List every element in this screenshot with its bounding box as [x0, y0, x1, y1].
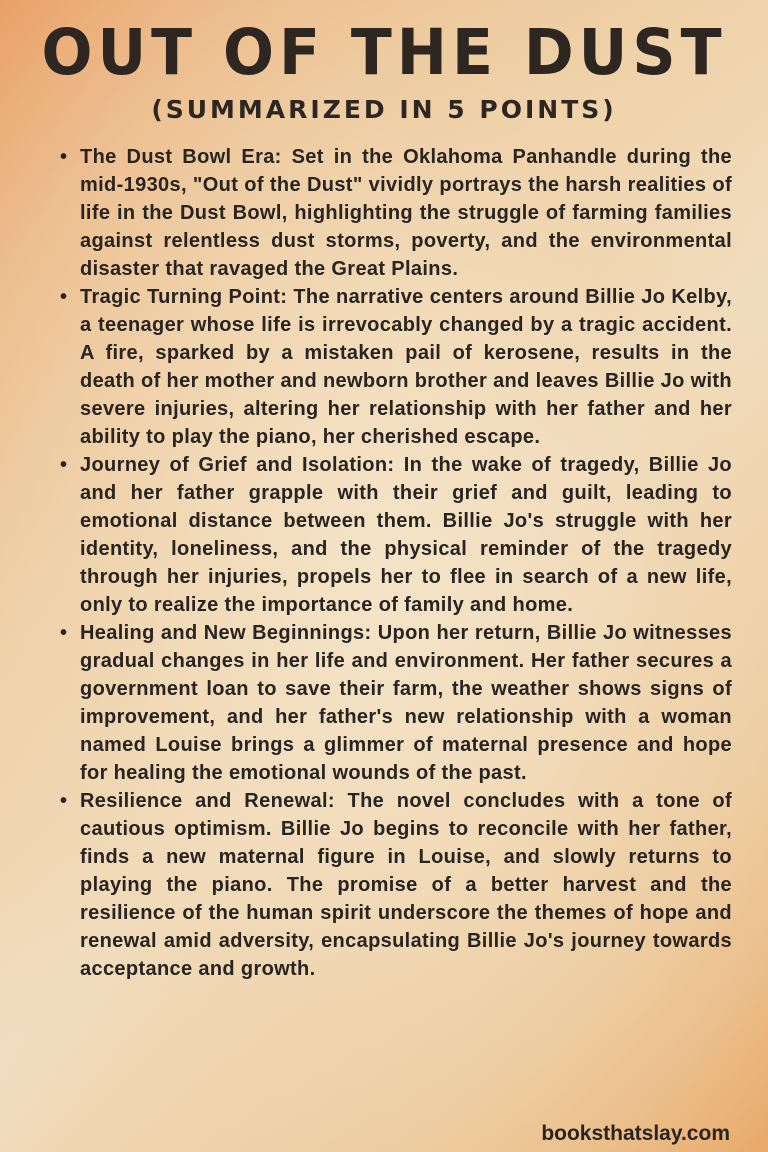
- point-text: Healing and New Beginnings: Upon her return, Billie Jo witnesses gradual changes in her life and environment. Her father secures a government loan to save their farm, the weather shows signs of improvement, and her father's new relationship with a woman named Louise brings a glimmer of maternal presence and hope for healing the emotional wounds of the past.: [80, 622, 732, 784]
- website-credit: booksthatslay.com: [541, 1122, 730, 1145]
- bullet-icon: •: [60, 790, 68, 812]
- point-text: Journey of Grief and Isolation: In the wake of tragedy, Billie Jo and her father grapple with their grief and guilt, leading to emotional distance between them. Billie Jo's struggle with her identity, loneliness, and the physical reminder of the tragedy through her injuries, propels her to flee in search of a new life, only to realize the importance of family and home.: [80, 454, 732, 616]
- page-subtitle: (SUMMARIZED IN 5 POINTS): [151, 95, 617, 124]
- page-title: OUT OF THE DUST: [41, 16, 727, 90]
- bullet-icon: •: [60, 146, 68, 168]
- point-text: Resilience and Renewal: The novel concludes with a tone of cautious optimism. Billie Jo begins to reconcile with her father, finds a new maternal figure in Louise, and slowly returns to playing the piano. The promise of a better harvest and the resilience of the human spirit underscore the themes of hope and renewal amid adversity, encapsulating Billie Jo's journey towards acceptance and growth.: [80, 790, 732, 980]
- bullet-icon: •: [60, 286, 68, 308]
- summary-point: [56, 451, 732, 619]
- summary-point: [56, 283, 732, 451]
- bullet-icon: •: [60, 622, 68, 644]
- bullet-icon: •: [60, 454, 68, 476]
- summary-points-list: [56, 143, 732, 983]
- summary-point: [56, 619, 732, 787]
- summary-point: [56, 787, 732, 983]
- summary-point: [56, 143, 732, 283]
- point-text: Tragic Turning Point: The narrative centers around Billie Jo Kelby, a teenager whose life is irrevocably changed by a tragic accident. A fire, sparked by a mistaken pail of kerosene, results in the death of her mother and newborn brother and leaves Billie Jo with severe injuries, altering her relationship with her father and her ability to play the piano, her cherished escape.: [80, 286, 732, 448]
- point-text: The Dust Bowl Era: Set in the Oklahoma Panhandle during the mid-1930s, "Out of the Dust" vividly portrays the harsh realities of life in the Dust Bowl, highlighting the struggle of farming families against relentless dust storms, poverty, and the environmental disaster that ravaged the Great Plains.: [80, 146, 732, 280]
